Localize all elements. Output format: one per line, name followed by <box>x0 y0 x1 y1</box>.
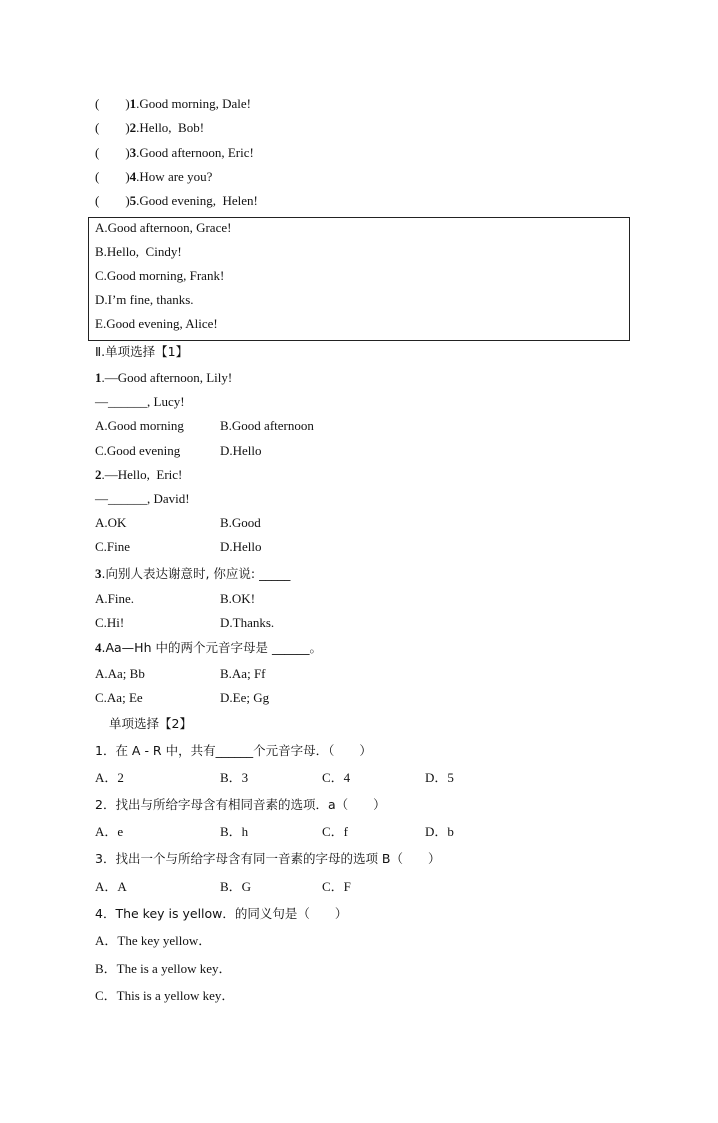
item-text: .Good afternoon, Eric! <box>136 145 254 160</box>
question-s3-1: 1．在 A - R 中，共有______个元音字母．（ ） <box>95 743 372 758</box>
question-s3-2-option[interactable]: A．e <box>95 824 124 839</box>
question-2 <box>95 467 182 483</box>
question-1-option[interactable]: C.Good evening <box>95 443 181 458</box>
option-d: D.I’m fine, thanks. <box>95 292 194 307</box>
question-s3-2: 2．找出与所给字母含有相同音素的选项．a（ ） <box>95 797 386 812</box>
question-s3-3-option[interactable]: A．A <box>95 879 127 894</box>
question-number: 2 <box>95 467 102 482</box>
question-s3-2-option[interactable]: C．f <box>322 824 349 839</box>
question-1 <box>95 370 232 386</box>
question-2-option[interactable]: B.Good <box>220 515 261 530</box>
section-heading-1: Ⅱ.单项选择【1】 <box>95 344 189 359</box>
question-prompt: .—Hello, Eric! <box>101 467 183 482</box>
item-number: 1 <box>129 96 137 111</box>
question-number: 4 <box>95 640 102 655</box>
item-number: 4 <box>129 169 137 184</box>
question-number: 3 <box>95 566 102 581</box>
question-number: 1 <box>95 370 102 385</box>
question-s3-1-option[interactable]: D．5 <box>425 770 454 785</box>
question-s3-4-option[interactable]: B．The is a yellow key． <box>95 961 232 976</box>
question-s3-3: 3．找出一个与所给字母含有同一音素的字母的选项 B（ ） <box>95 851 441 866</box>
question-prompt: .Aa—Hh 中的两个元音字母是 ______。 <box>101 640 322 655</box>
item-number: 2 <box>129 120 137 135</box>
item-text: .Good morning, Dale! <box>136 96 251 111</box>
answer-bracket[interactable]: ( ) <box>95 145 130 160</box>
question-1-option[interactable]: B.Good afternoon <box>220 418 314 433</box>
option-e: E.Good evening, Alice! <box>95 316 218 331</box>
question-s3-1-option[interactable]: B．3 <box>220 770 249 785</box>
question-4-option[interactable]: A.Aa; Bb <box>95 666 145 681</box>
question-s3-4-option[interactable]: A．The key yellow． <box>95 933 212 948</box>
match-item-3 <box>95 145 254 161</box>
question-2-option[interactable]: C.Fine <box>95 539 131 554</box>
question-2-reply: —______, David! <box>95 491 190 506</box>
question-4-option[interactable]: B.Aa; Ff <box>220 666 266 681</box>
question-1-option[interactable]: D.Hello <box>220 443 262 458</box>
question-4 <box>95 640 322 656</box>
section-heading-2: 单项选择【2】 <box>109 716 192 731</box>
question-4-option[interactable]: C.Aa; Ee <box>95 690 143 705</box>
item-number: 5 <box>129 193 137 208</box>
question-s3-2-option[interactable]: B．h <box>220 824 249 839</box>
question-s3-3-option[interactable]: B．G <box>220 879 252 894</box>
item-text: .How are you? <box>136 169 213 184</box>
option-a: A.Good afternoon, Grace! <box>95 220 232 235</box>
question-1-reply: —______, Lucy! <box>95 394 185 409</box>
item-number: 3 <box>129 145 137 160</box>
question-s3-3-option[interactable]: C．F <box>322 879 351 894</box>
match-item-1 <box>95 96 251 112</box>
question-s3-4-option[interactable]: C．This is a yellow key． <box>95 988 235 1003</box>
match-item-4 <box>95 169 212 185</box>
match-item-5 <box>95 193 258 209</box>
question-2-option[interactable]: D.Hello <box>220 539 262 554</box>
question-3 <box>95 566 290 582</box>
question-prompt: .—Good afternoon, Lily! <box>101 370 233 385</box>
question-s3-2-option[interactable]: D．b <box>425 824 454 839</box>
question-2-option[interactable]: A.OK <box>95 515 127 530</box>
option-c: C.Good morning, Frank! <box>95 268 225 283</box>
answer-bracket[interactable]: ( ) <box>95 96 130 111</box>
question-s3-4: 4．The key is yellow．的同义句是（ ） <box>95 906 348 921</box>
item-text: .Hello, Bob! <box>136 120 205 135</box>
question-3-option[interactable]: A.Fine. <box>95 591 134 606</box>
answer-bracket[interactable]: ( ) <box>95 169 130 184</box>
question-3-option[interactable]: C.Hi! <box>95 615 125 630</box>
question-s3-1-option[interactable]: A．2 <box>95 770 124 785</box>
question-3-option[interactable]: D.Thanks. <box>220 615 275 630</box>
answer-bracket[interactable]: ( ) <box>95 120 130 135</box>
item-text: .Good evening, Helen! <box>136 193 258 208</box>
match-item-2 <box>95 120 204 136</box>
question-1-option[interactable]: A.Good morning <box>95 418 184 433</box>
question-prompt: .向别人表达谢意时, 你应说: _____ <box>101 566 291 581</box>
question-4-option[interactable]: D.Ee; Gg <box>220 690 270 705</box>
answer-bracket[interactable]: ( ) <box>95 193 130 208</box>
question-3-option[interactable]: B.OK! <box>220 591 256 606</box>
question-s3-1-option[interactable]: C．4 <box>322 770 351 785</box>
option-b: B.Hello, Cindy! <box>95 244 182 259</box>
